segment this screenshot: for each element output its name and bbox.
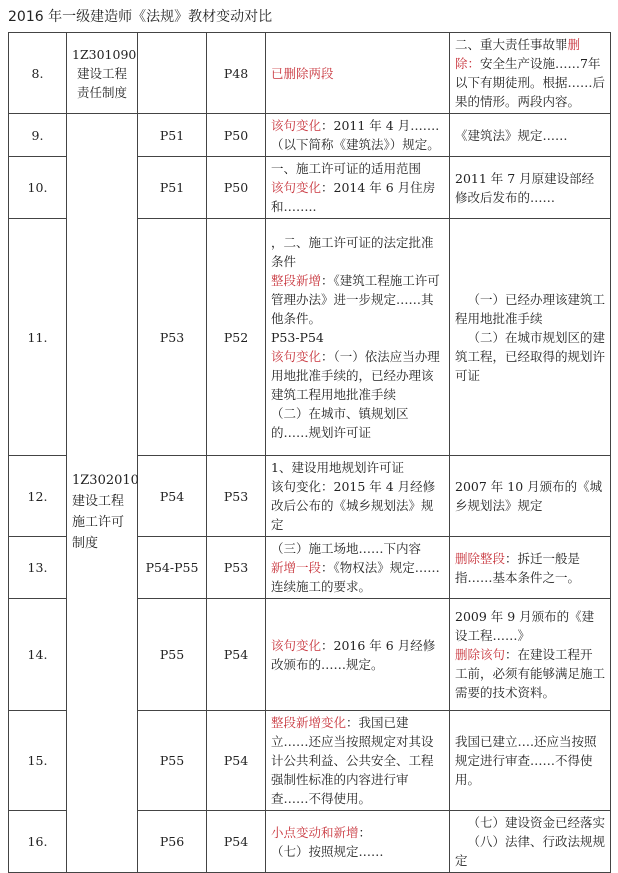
change-cell [266,537,450,599]
change-note: 新增一段 [271,560,322,575]
change-note: 该句变化 [271,180,322,195]
content-line: （七）建设资金已经落实 [467,815,606,830]
row-number: 8. [9,33,67,114]
content-cell [450,157,611,219]
new-page-cell: P50 [207,157,266,219]
section-label: 建设工程 [72,494,125,509]
text-segment: （七）按照规定…… [271,843,384,859]
change-cell [266,599,450,711]
new-page-cell: P52 [207,219,266,456]
change-note: 该句变化 [271,118,322,133]
text-segment: 我国已建立….还应当按照规定进行审查……不得使用。 [455,734,597,787]
row-number: 10. [9,157,67,219]
old-page-cell: P53 [138,219,207,456]
change-line [271,271,444,328]
page-title: 2016 年一级建造师《法规》教材变动对比 [8,9,273,25]
content-cell [450,219,611,456]
change-line [271,347,444,404]
old-page-cell [138,33,207,114]
text-segment: ，二、施工许可证的法定批准条件 [271,234,434,269]
text-segment: ：2014 年 6 月住房和…….. [271,180,436,214]
change-note: 已删除两段 [271,65,334,81]
section-label: 1Z301090 [72,46,137,62]
text-segment: ：《建筑工程施工许可管理办法》进一步规定……其他条件。 [271,272,440,326]
new-page-cell: P48 [207,33,266,114]
row-number: 12. [9,456,67,537]
text-segment: P53-P54 [271,329,324,345]
text-segment: ：（一）依法应当办理用地批准手续的，已经办理该建筑工程用地批准手续 [271,348,440,402]
text-segment: ：我国已建立……还应当按照规定对其设计公共利益、公共安全、工程强制性标准的内容进行审查……不得使用。 [271,715,434,806]
content-line [455,607,605,645]
content-cell [450,33,611,114]
change-note: 整段新增变化 [271,715,347,730]
section-label: 制度 [72,536,99,551]
row-number: 16. [9,811,67,873]
change-line [271,178,444,216]
text-segment: 2009 年 9 月颁布的《建设工程……》 [455,609,595,643]
content-cell [450,599,611,711]
section-label: 责任制度 [76,84,127,100]
new-page-cell: P50 [207,114,266,157]
table-row [9,33,611,114]
change-note: 删除： [455,37,581,71]
section-label: 施工许可 [72,515,125,530]
section-label: 1Z302010 [72,473,139,488]
new-page-cell: P53 [207,456,266,537]
comparison-table [8,32,611,873]
old-page-cell: P55 [138,599,207,711]
change-line [271,159,444,178]
old-page-cell: P54-P55 [138,537,207,599]
text-segment: ：《物权法》规定……连续施工的要求。 [271,560,440,594]
change-cell [266,711,450,811]
new-page-cell: P54 [207,811,266,873]
row-number: 11. [9,219,67,456]
change-note: 该句变化 [271,637,322,653]
content-line: （一）已经办理该建筑工程用地批准手续 [455,291,606,326]
old-page-cell: P56 [138,811,207,873]
change-cell [266,157,450,219]
change-line [271,842,444,861]
change-line [271,328,444,347]
table-row [9,114,611,157]
content-line [455,645,605,702]
text-segment: ：拆迁一般是指……基本条件之一。 [455,550,581,585]
old-page-cell: P51 [138,114,207,157]
row-number: 15. [9,711,67,811]
text-segment: ：2016 年 6 月经修改颁布的……规定。 [271,637,436,672]
text-segment: 该句变化：2015 年 4 月经修改后公布的《城乡规划法》规定 [271,479,436,532]
section-label: 建设工程 [76,65,127,81]
text-segment: 2011 年 7 月原建设部经修改后发布的…… [455,170,595,205]
old-page-cell: P51 [138,157,207,219]
content-cell [450,114,611,157]
change-cell [266,114,450,157]
change-note: 整段新增 [271,272,322,288]
text-segment: 2007 年 10 月颁布的《城乡规划法》规定 [455,479,603,513]
content-cell [450,811,611,873]
change-line [271,458,444,477]
content-line: （八）法律、行政法规规定 [455,834,606,868]
change-note: 删除整段 [455,550,506,566]
change-cell [266,811,450,873]
text-segment: ：2011 年 4 月…….（以下简称《建筑法》）规定。 [271,118,440,152]
text-segment: 1、建设用地规划许可证 [271,460,404,475]
text-segment: ：在建设工程开工前，必须有能够满足施工需要的技术资料。 [455,647,606,700]
change-cell [266,219,450,456]
change-note: 删除该句 [455,647,506,662]
change-cell [266,33,450,114]
row-number: 13. [9,537,67,599]
row-number: 9. [9,114,67,157]
change-note: 该句变化 [271,348,322,364]
text-segment: ： [358,824,372,840]
new-page-cell: P53 [207,537,266,599]
change-line [271,823,444,842]
text-segment: 安全生产设施……7年以下有期徒刑。根据……后果的情形。两段内容。 [455,56,606,109]
new-page-cell: P54 [207,711,266,811]
content-cell [450,711,611,811]
text-segment: （三）施工场地……下内容 [271,541,422,556]
change-line [271,558,444,596]
content-cell [450,456,611,537]
row-number: 14. [9,599,67,711]
section-cell-merged [67,114,138,873]
content-cell [450,537,611,599]
change-line [271,404,444,442]
page-header [8,6,610,33]
change-line [271,477,444,534]
content-line: （二）在城市规划区的建筑工程，已经取得的规划许可证 [455,329,606,383]
change-note: 小点变动和新增 [271,824,359,840]
text-segment: （二）在城市、镇规划区的……规划许可证 [271,405,409,440]
text-segment: 《建筑法》规定…… [455,127,568,143]
change-cell [266,456,450,537]
change-line [271,539,444,558]
change-line [271,233,444,271]
section-cell [67,33,138,114]
text-segment: 二、重大责任事故罪 [455,37,568,52]
new-page-cell: P54 [207,599,266,711]
old-page-cell: P55 [138,711,207,811]
old-page-cell: P54 [138,456,207,537]
text-segment: 一、施工许可证的适用范围 [271,161,422,176]
